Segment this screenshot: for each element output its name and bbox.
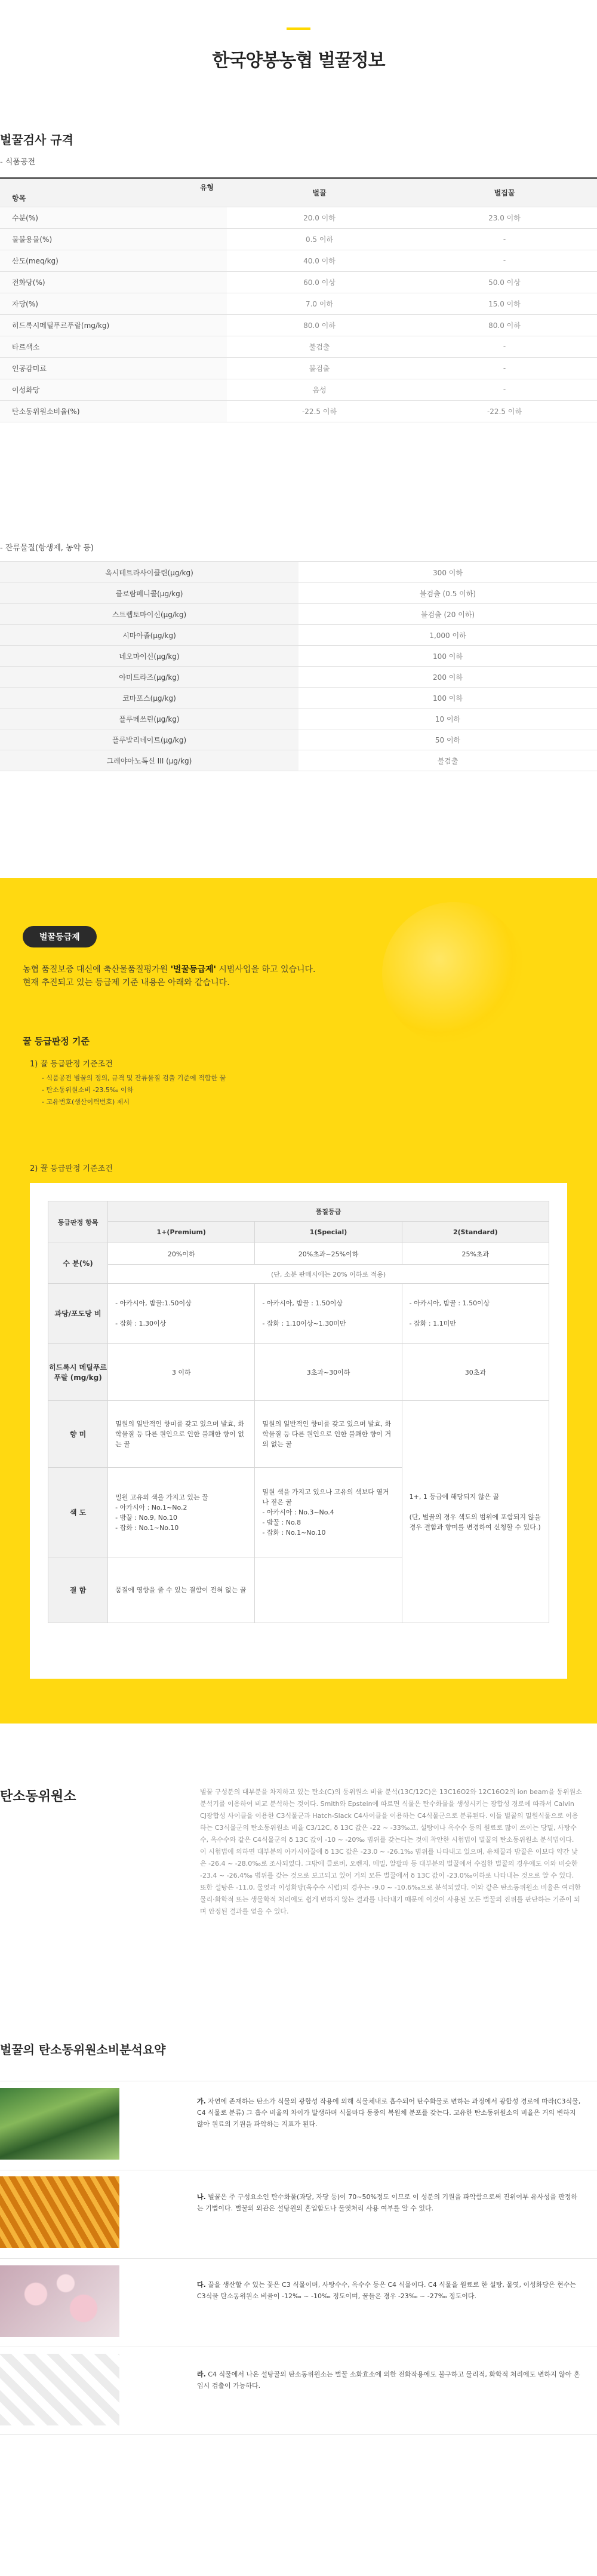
summary-text: 벌꿀은 주 구성요소인 탄수화물(과당, 자당 등)이 70~50%정도 이므로 이 성분의 기원을 파악함으로써 진위여부 유사성을 판정하는 기법이다. 벌꿀의 외관은 설탕원의 혼입함도나 물엿처리 사용 여부를 알 수 있다. xyxy=(197,2193,578,2212)
residue-name: 코마포스(μg/kg) xyxy=(0,688,298,709)
page-title: 한국양봉농협 벌꿀정보 xyxy=(212,50,385,71)
color-premium xyxy=(108,1468,255,1557)
residue-name: 시마아졸(μg/kg) xyxy=(0,625,298,646)
standard-merged-cell xyxy=(402,1401,549,1623)
sugar-premium-b: - 잡화 : 1.30이상 xyxy=(115,1320,167,1327)
spec-item-name: 산도(meq/kg) xyxy=(0,250,227,271)
table-row xyxy=(0,604,597,625)
standard-merged-b: (단, 벌꿀의 경우 색도의 범위에 포함되지 않을 경우 결함과 향미를 변경하여 신청할 수 있다.) xyxy=(409,1513,541,1531)
divider xyxy=(0,2434,597,2435)
summary-tag: 나. xyxy=(197,2193,206,2201)
table-row xyxy=(0,357,597,379)
summary-row-da xyxy=(197,2279,582,2302)
residue-limit: 10 이하 xyxy=(298,709,597,729)
spec-item-name: 수분(%) xyxy=(0,207,227,228)
summary-row-ga xyxy=(197,2096,582,2130)
header-type: 유형 xyxy=(199,183,214,192)
table-row xyxy=(0,667,597,688)
residue-table xyxy=(0,562,597,771)
grade-head-group: 품질등급 xyxy=(108,1201,549,1222)
moisture-standard: 25%초과 xyxy=(402,1243,549,1265)
inspection-sub: - 식품공전 xyxy=(0,158,36,167)
spec-comb-value: - xyxy=(412,336,597,357)
table-row xyxy=(0,293,597,314)
spec-honey-value: 40.0 이하 xyxy=(227,250,412,271)
table-row xyxy=(0,250,597,271)
table-row xyxy=(0,729,597,750)
hmf-special: 3초과~30이하 xyxy=(255,1344,402,1401)
spec-honey-value: 음성 xyxy=(227,379,412,400)
summary-tag: 다. xyxy=(197,2281,206,2289)
sugar-premium xyxy=(108,1284,255,1344)
spec-honey-value: 불검출 xyxy=(227,357,412,379)
isotope-title: 탄소동위원소 xyxy=(0,1789,76,1804)
spec-item-name: 이성화당 xyxy=(0,379,227,400)
color-special-d: - 잡화 : No.1~No.10 xyxy=(262,1529,326,1537)
isotope-text: 벌꿀 구성분의 대부분을 차지하고 있는 탄소(C)의 동위원소 비율 분석(13C/12C)은 13C16O2와 12C16O2의 ion beam을 동위원소 분석기를 이용하여 비교 분석하는 것이다. Smith와 Epstein에 따르면 식물은 탄수화물을 생성시키는 광합성 경로에 따라서 Calvin CJ광합성 사이클을 이용한 C3식물군과 Hatch-Slack C4사이클을 이용하는 C4식물군으로 분류된다. 이들 벌꿀의 밀원식물으로 이용하는 C3식물군의 탄소동위원소 비율 C3/12C, δ 13C 값은 -22 ~ -33‰고, 설탕이나 옥수수 등의 원료로 많이 쓰이는 당밀, 사탕수수, 옥수수와 같은 C4식물군의 δ 13C 값이 -10 ~ -20‰ 범위를 갖는다는 것에 착안한 시험법이 벌꿀의 탄소동위원소 분석법이다. 이 시험법에 의하면 대부분의 아카시아꿀에 δ 13C 값은 -23.0 ~ -26.1‰ 범위를 나타내고 있으며, 유채꿀과 밤꿀은 이보다 약간 낮은 -26.4 ~ -28.0‰로 조사되었다. 그밖에 클로버, 오렌지, 메밀, 알팔파 등 대부분의 벌꿀에서 수집한 벌꿀의 경우에도 이와 비슷한 -23.4 ~ -26.4‰ 범위를 갖는 것으로 보고되고 있어 거의 모든 벌꿀에서 δ 13C 값이 -23.0‰이하로 나타내는 것으로 알 수 있다. 또한 설탕은 -11.0, 물엿과 이성화당(옥수수 시럽)의 경우는 -9.0 ~ -10.6‰으로 분석되었다. 이와 같은 탄소동위원소 비율은 여러한 물리·화학적 또는 생물학적 처리에도 쉽게 변하지 않는 결과를 나타내기 때문에 이것이 사용된 모든 벌꿀의 진위를 판단하는 기준이 되며 안정된 결과를 얻을 수 있다. xyxy=(200,1788,582,1915)
residue-name: 아미트라즈(μg/kg) xyxy=(0,667,298,688)
moisture-note: (단, 소분 판매시에는 20% 이하로 적용) xyxy=(108,1265,549,1284)
residue-limit: 100 이하 xyxy=(298,688,597,709)
condition-item: - 식품공전 벌꿀의 정의, 규격 및 잔류물질 검출 기준에 적합한 꿀 xyxy=(42,1074,226,1082)
spec-item-name: 전화당(%) xyxy=(0,271,227,293)
intro-text-line2: 현재 추진되고 있는 등급제 기준 내용은 아래와 같습니다. xyxy=(23,978,230,988)
residue-limit: 200 이하 xyxy=(298,667,597,688)
summary-row-na xyxy=(197,2191,582,2214)
aroma-special: 밀원의 일반적인 향미를 갖고 있으며 발효, 화학물질 등 다른 원인으로 인한 불쾌한 향이 거의 없는 꿀 xyxy=(255,1401,402,1468)
sugar-special-b: - 잡화 : 1.10이상~1.30미만 xyxy=(262,1320,346,1327)
table-row xyxy=(0,583,597,604)
residue-name: 네오마이신(μg/kg) xyxy=(0,646,298,667)
grading-section xyxy=(0,878,597,1724)
table-row xyxy=(0,314,597,336)
defect-premium: 품질에 영향을 줄 수 있는 결함이 전혀 없는 꿀 xyxy=(108,1557,255,1623)
table-row xyxy=(0,625,597,646)
grade-premium: 1+(Premium) xyxy=(108,1222,255,1243)
table-row xyxy=(0,646,597,667)
divider xyxy=(0,2258,597,2259)
spec-item-name: 인공감미료 xyxy=(0,357,227,379)
color-special-b: - 아카시아 : No.3~No.4 xyxy=(262,1508,334,1516)
spec-honey-value: 불검출 xyxy=(227,336,412,357)
row-sugar-label: 과당/포도당 비 xyxy=(48,1284,108,1344)
sugar-premium-a: - 아카시아, 밤꿀:1.50이상 xyxy=(115,1299,192,1307)
spec-item-name: 히드록시메틸푸르푸랄(mg/kg) xyxy=(0,314,227,336)
flower-image xyxy=(0,2265,119,2337)
spec-item-name: 물불용물(%) xyxy=(0,228,227,250)
color-special-c: - 밤꿀 : No.8 xyxy=(262,1519,301,1526)
residue-limit: 50 이하 xyxy=(298,729,597,750)
residue-name: 플루발리네이트(μg/kg) xyxy=(0,729,298,750)
table-row xyxy=(0,228,597,250)
hmf-standard: 30초과 xyxy=(402,1344,549,1401)
header-item: 항목 xyxy=(12,194,26,203)
spec-comb-value: -22.5 이하 xyxy=(412,400,597,422)
residue-limit: 불검출 (20 이하) xyxy=(298,604,597,625)
spec-item-name: 타르색소 xyxy=(0,336,227,357)
residue-name: 스트렙토마이신(μg/kg) xyxy=(0,604,298,625)
sugar-special xyxy=(255,1284,402,1344)
grading-heading: 꿀 등급판정 기준 xyxy=(23,1036,90,1047)
spec-comb-value: - xyxy=(412,228,597,250)
table-corner-header xyxy=(0,178,227,207)
color-premium-a: 밀원 고유의 색을 가지고 있는 꿀 xyxy=(115,1493,208,1501)
spec-item-name: 자당(%) xyxy=(0,293,227,314)
header-honey: 벌꿀 xyxy=(227,178,412,207)
intro-text-b: '벌꿀등급제' xyxy=(170,965,216,974)
row-moisture-label: 수 분(%) xyxy=(48,1243,108,1284)
residue-name: 옥시테트라사이클린(μg/kg) xyxy=(0,562,298,583)
residue-name: 클로람페니콜(μg/kg) xyxy=(0,583,298,604)
grading-intro xyxy=(23,963,316,989)
table-row xyxy=(0,709,597,729)
summary-text: C4 식물에서 나온 설탕꿀의 탄소동위원소는 벌꿀 소화효소에 의한 전화작용에도 불구하고 물리적, 화학적 처리에도 변하지 않아 혼입시 검출이 가능하다. xyxy=(197,2370,580,2390)
residue-name: 그레야아노톡신 III (μg/kg) xyxy=(0,750,298,771)
grading-conditions xyxy=(42,1072,226,1108)
grade-special: 1(Special) xyxy=(255,1222,402,1243)
moisture-special: 20%초과~25%이하 xyxy=(255,1243,402,1265)
spec-honey-value: 60.0 이상 xyxy=(227,271,412,293)
sugar-special-a: - 아카시아, 밤꿀 : 1.50이상 xyxy=(262,1299,343,1307)
condition-item: - 고유번호(생산이력번호) 제시 xyxy=(42,1098,130,1106)
row-defect-label: 결 함 xyxy=(48,1557,108,1623)
grade-head-item: 등급판정 항목 xyxy=(48,1201,108,1243)
intro-text-c: 시범사업을 하고 있습니다. xyxy=(216,965,316,974)
table-row xyxy=(0,750,597,771)
color-premium-c: - 밤꿀 : No.9, No.10 xyxy=(115,1513,178,1522)
spec-honey-value: 80.0 이하 xyxy=(227,314,412,336)
spec-honey-value: 20.0 이하 xyxy=(227,207,412,228)
spec-comb-value: 80.0 이하 xyxy=(412,314,597,336)
spec-honey-value: 0.5 이하 xyxy=(227,228,412,250)
table-row xyxy=(0,379,597,400)
summary-tag: 가. xyxy=(197,2097,206,2105)
grading-pill: 벌꿀등급제 xyxy=(23,926,97,947)
spec-comb-value: 15.0 이하 xyxy=(412,293,597,314)
spec-comb-value: - xyxy=(412,250,597,271)
spec-item-name: 탄소동위원소비율(%) xyxy=(0,400,227,422)
header-comb-honey: 벌집꿀 xyxy=(412,178,597,207)
moisture-premium: 20%이하 xyxy=(108,1243,255,1265)
honeycomb-image xyxy=(0,2176,119,2248)
row-hmf-label: 히드록시 메틸푸르푸랄 (mg/kg) xyxy=(48,1344,108,1401)
table-row xyxy=(0,688,597,709)
summary-row-ra xyxy=(197,2369,582,2391)
aroma-premium: 밀원의 일반적인 향미를 갖고 있으며 발효, 화학물질 등 다른 원인으로 인한 불쾌한 향이 없는 꿀 xyxy=(108,1401,255,1468)
summary-text: 자연에 존재하는 탄소가 식물의 광합성 작용에 의해 식물체내로 흡수되어 탄수화물로 변하는 과정에서 광합성 경로에 따라(C3식물, C4 식물로 분류) 그 흡수 비율의 차이가 발생하며 식물마다 동종의 복원체 분포를 갖는다. 고유한 탄소동위원소의 비율은 거의 변하지 않아 원료의 기원을 파악하는 지표가 된다. xyxy=(197,2097,581,2128)
spec-comb-value: - xyxy=(412,357,597,379)
summary-text: 꿀을 생산할 수 있는 꽃은 C3 식물이며, 사탕수수, 옥수수 등은 C4 식물이다. C4 식물을 원료로 한 설탕, 물엿, 이성화당은 현수는 C3식물 탄소동위원소 비율이 -12‰ ~ -10‰ 정도이며, 꿀들은 경우 -23‰ ~ -27‰ 정도이다. xyxy=(197,2281,577,2300)
summary-title: 벌꿀의 탄소동위원소비분석요약 xyxy=(0,2043,166,2057)
spec-honey-value: 7.0 이하 xyxy=(227,293,412,314)
spec-comb-value: 23.0 이하 xyxy=(412,207,597,228)
standard-merged-a: 1+, 1 등급에 해당되지 않은 꿀 xyxy=(409,1492,500,1501)
row-aroma-label: 향 미 xyxy=(48,1401,108,1468)
sugar-standard xyxy=(402,1284,549,1344)
defect-special xyxy=(255,1557,402,1623)
table-row xyxy=(0,336,597,357)
color-special xyxy=(255,1468,402,1557)
inspection-table xyxy=(0,177,597,422)
table-row xyxy=(0,207,597,228)
spec-comb-value: - xyxy=(412,379,597,400)
hmf-premium: 3 이하 xyxy=(108,1344,255,1401)
condition-item: - 탄소동위원소비 -23.5‰ 이하 xyxy=(42,1086,134,1094)
grade-standard: 2(Standard) xyxy=(402,1222,549,1243)
summary-tag: 라. xyxy=(197,2370,206,2378)
residue-limit: 100 이하 xyxy=(298,646,597,667)
forest-image xyxy=(0,2088,119,2160)
intro-text-a: 농협 품질보증 대신에 축산물품질평가원 xyxy=(23,965,171,974)
sugar-standard-b: - 잡화 : 1.1미만 xyxy=(409,1320,456,1327)
table-row xyxy=(0,400,597,422)
residue-limit: 불검출 xyxy=(298,750,597,771)
spec-comb-value: 50.0 이상 xyxy=(412,271,597,293)
honey-drop-decoration xyxy=(382,902,525,1045)
residue-limit: 불검출 (0.5 이하) xyxy=(298,583,597,604)
row-color-label: 색 도 xyxy=(48,1468,108,1557)
residue-limit: 1,000 이하 xyxy=(298,625,597,646)
spec-honey-value: -22.5 이하 xyxy=(227,400,412,422)
grading-subheading-1: 1) 꿀 등급판정 기준조건 xyxy=(30,1060,113,1069)
sugar-standard-a: - 아카시아, 밤꿀 : 1.50이상 xyxy=(409,1299,490,1307)
color-premium-b: - 아카시아 : No.1~No.2 xyxy=(115,1503,187,1511)
color-special-a: 밀원 색을 가지고 있으나 고유의 색보다 옅거나 짙은 꿀 xyxy=(262,1488,389,1506)
color-premium-d: - 잡화 : No.1~No.10 xyxy=(115,1523,179,1532)
residue-sub: - 잔류물질(항생제, 농약 등) xyxy=(0,544,94,553)
residue-limit: 300 이하 xyxy=(298,562,597,583)
title-accent-bar xyxy=(287,27,310,30)
residue-name: 플루메쓰린(μg/kg) xyxy=(0,709,298,729)
inspection-title: 벌꿀검사 규격 xyxy=(0,133,73,147)
table-row xyxy=(0,562,597,583)
grade-table xyxy=(48,1201,549,1623)
table-row xyxy=(0,271,597,293)
grading-subheading-2: 2) 꿀 등급판정 기준조건 xyxy=(30,1164,113,1173)
sugar-cubes-image xyxy=(0,2354,119,2425)
grade-table-box xyxy=(30,1183,567,1679)
